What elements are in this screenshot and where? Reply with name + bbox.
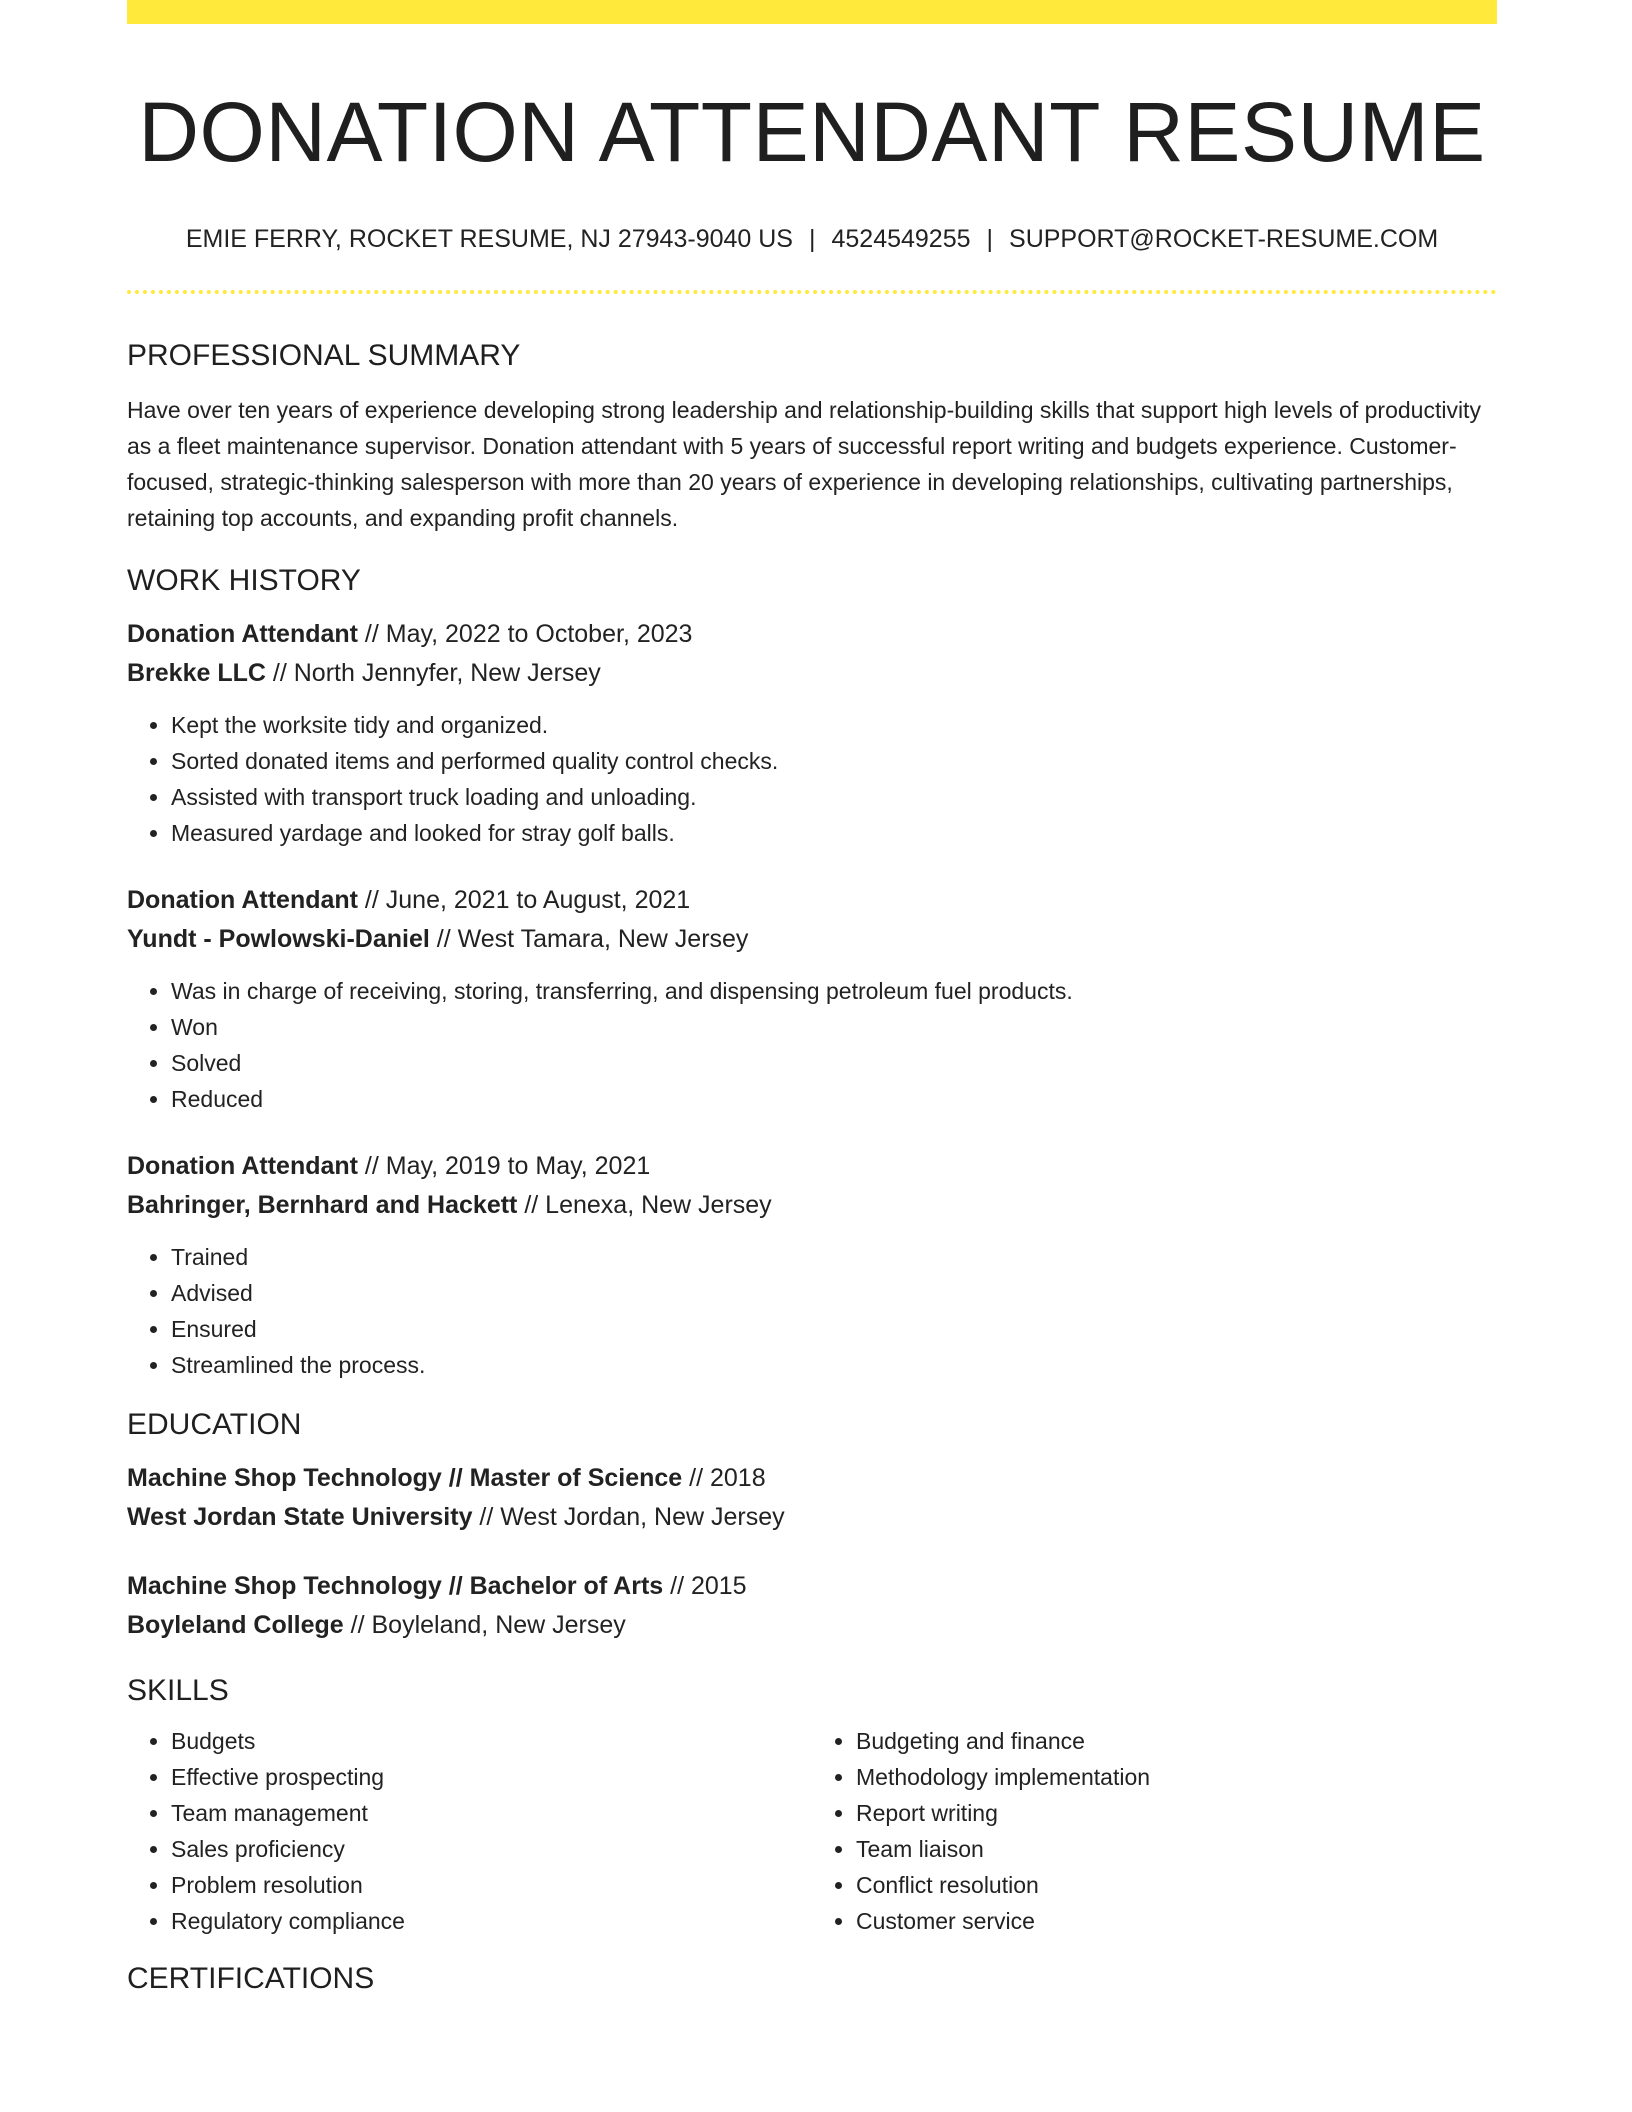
- skill-item: • Problem resolution: [171, 1867, 812, 1903]
- job-duty: • Solved: [171, 1045, 1497, 1081]
- skill-item: • Methodology implementation: [856, 1759, 1497, 1795]
- skills-column-left: [127, 1723, 812, 1939]
- job-entry: [127, 1147, 1497, 1383]
- contact-separator: |: [808, 225, 816, 254]
- job-company: Bahringer, Bernhard and Hackett: [127, 1191, 518, 1220]
- job-entry: [127, 615, 1497, 851]
- job-duty: • Measured yardage and looked for stray golf balls.: [171, 815, 1497, 851]
- job-entry: [127, 881, 1497, 1117]
- school-line: [127, 1498, 1497, 1537]
- job-dates: // May, 2019 to May, 2021: [357, 1152, 651, 1181]
- degree: Machine Shop Technology // Master of Science: [127, 1464, 683, 1493]
- job-title-line: [127, 881, 1497, 920]
- summary-text: Have over ten years of experience developing strong leadership and relationship-building skills that support high levels of productivity as a fleet maintenance supervisor. Donation attendant with 5 years of successful report writing and budgets experience. Customer-focused, strategic-thinking salesperson with more than 20 years of experience in developing relationships, cultivating partnerships, retaining top accounts, and expanding profit channels.: [127, 397, 1481, 532]
- job-duty: • Ensured: [171, 1311, 1497, 1347]
- school-name: Boyleland College: [127, 1611, 344, 1640]
- skills-heading: SKILLS: [127, 1674, 229, 1708]
- job-location: // Lenexa, New Jersey: [517, 1191, 772, 1220]
- job-location: // West Tamara, New Jersey: [429, 925, 749, 954]
- job-duty: • Streamlined the process.: [171, 1347, 1497, 1383]
- contact-phone: 4524549255: [831, 225, 971, 254]
- contact-address: EMIE FERRY, ROCKET RESUME, NJ 27943-9040 US: [185, 225, 793, 254]
- job-company-line: [127, 1186, 1497, 1225]
- skills-list: [127, 1723, 1497, 1939]
- job-dates: // June, 2021 to August, 2021: [357, 886, 691, 915]
- job-duty: • Advised: [171, 1275, 1497, 1311]
- degree-line: [127, 1567, 1497, 1606]
- skill-item: • Customer service: [856, 1903, 1497, 1939]
- contact-separator: |: [986, 225, 994, 254]
- degree-line: [127, 1459, 1497, 1498]
- job-duty: • Trained: [171, 1239, 1497, 1275]
- job-dates: // May, 2022 to October, 2023: [357, 620, 693, 649]
- education-entry: [127, 1567, 1497, 1645]
- skill-item: • Team management: [171, 1795, 812, 1831]
- job-location: // North Jennyfer, New Jersey: [265, 659, 601, 688]
- resume-page: [127, 0, 1497, 1997]
- contact-email: SUPPORT@ROCKET-RESUME.COM: [1009, 225, 1439, 254]
- dotted-divider: [127, 290, 1497, 294]
- education-heading: EDUCATION: [127, 1408, 302, 1442]
- job-title: Donation Attendant: [127, 1152, 358, 1181]
- job-duties: [127, 1239, 1497, 1383]
- school-location: // Boyleland, New Jersey: [343, 1611, 626, 1640]
- job-company: Yundt - Powlowski-Daniel: [127, 925, 430, 954]
- top-accent-bar: [127, 0, 1497, 24]
- school-name: West Jordan State University: [127, 1503, 473, 1532]
- summary-heading: PROFESSIONAL SUMMARY: [127, 339, 521, 373]
- skill-item: • Report writing: [856, 1795, 1497, 1831]
- job-company-line: [127, 654, 1497, 693]
- school-line: [127, 1606, 1497, 1645]
- skill-item: • Team liaison: [856, 1831, 1497, 1867]
- skill-item: • Conflict resolution: [856, 1867, 1497, 1903]
- skill-item: • Budgets: [171, 1723, 812, 1759]
- job-duty: • Sorted donated items and performed quality control checks.: [171, 743, 1497, 779]
- skill-item: • Budgeting and finance: [856, 1723, 1497, 1759]
- certifications-heading: CERTIFICATIONS: [127, 1962, 375, 1996]
- job-title: Donation Attendant: [127, 620, 358, 649]
- skills-column-right: [812, 1723, 1497, 1939]
- job-duties: [127, 973, 1497, 1117]
- job-title-line: [127, 615, 1497, 654]
- job-duties: [127, 707, 1497, 851]
- job-title: Donation Attendant: [127, 886, 358, 915]
- education-entry: [127, 1459, 1497, 1537]
- skill-item: • Sales proficiency: [171, 1831, 812, 1867]
- job-duty: • Kept the worksite tidy and organized.: [171, 707, 1497, 743]
- resume-title: DONATION ATTENDANT RESUME: [138, 85, 1486, 179]
- school-location: // West Jordan, New Jersey: [472, 1503, 785, 1532]
- work-history-heading: WORK HISTORY: [127, 564, 361, 598]
- job-duty: • Won: [171, 1009, 1497, 1045]
- job-title-line: [127, 1147, 1497, 1186]
- graduation-year: // 2015: [663, 1572, 747, 1601]
- job-company: Brekke LLC: [127, 659, 266, 688]
- contact-line: [127, 224, 1497, 254]
- degree: Machine Shop Technology // Bachelor of Arts: [127, 1572, 664, 1601]
- skill-item: • Regulatory compliance: [171, 1903, 812, 1939]
- graduation-year: // 2018: [682, 1464, 766, 1493]
- job-company-line: [127, 920, 1497, 959]
- job-duty: • Assisted with transport truck loading and unloading.: [171, 779, 1497, 815]
- skill-item: • Effective prospecting: [171, 1759, 812, 1795]
- job-duty: • Was in charge of receiving, storing, transferring, and dispensing petroleum fuel products.: [171, 973, 1497, 1009]
- job-duty: • Reduced: [171, 1081, 1497, 1117]
